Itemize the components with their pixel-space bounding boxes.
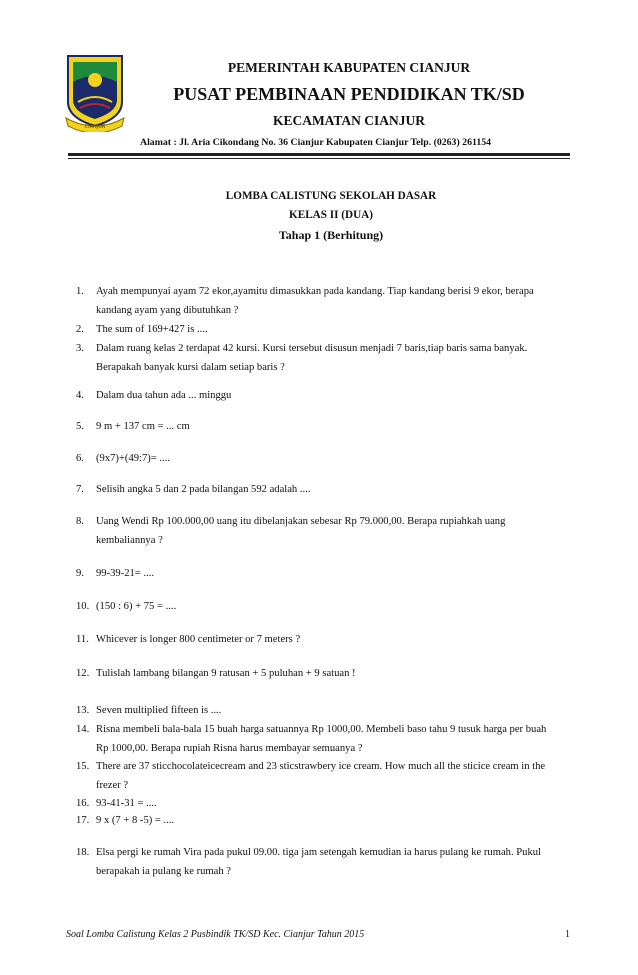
question-item [76, 630, 556, 649]
question-text: (150 : 6) + 75 = .... [96, 601, 177, 612]
question-text: The sum of 169+427 is .... [96, 324, 208, 335]
header-divider-thin [68, 158, 570, 159]
question-item [76, 564, 556, 583]
question-number: 8. [76, 516, 84, 527]
question-text: Selisih angka 5 dan 2 pada bilangan 592 adalah .... [96, 484, 311, 495]
question-text: Elsa pergi ke rumah Vira pada pukul 09.00. tiga jam setengah kemudian ia harus pulang ke rumah. Pukul berapakah ia pulang ke rumah ? [96, 847, 541, 877]
question-number: 18. [76, 847, 90, 858]
question-text: 99-39-21= .... [96, 568, 155, 579]
question-item [76, 811, 556, 830]
question-number: 12. [76, 668, 90, 679]
question-number: 3. [76, 343, 84, 354]
question-item [76, 449, 556, 468]
competition-title: LOMBA CALISTUNG SEKOLAH DASAR [225, 190, 437, 202]
question-number: 4. [76, 390, 84, 401]
question-item [76, 843, 556, 881]
question-item [76, 417, 556, 436]
question-text: Dalam ruang kelas 2 terdapat 42 kursi. Kursi tersebut disusun menjadi 7 baris,tiap baris sama banyak. Berapakah banyak kursi dalam setiap baris ? [96, 343, 528, 373]
question-text: 9 m + 137 cm = ... cm [96, 421, 190, 432]
question-text: Risna membeli bala-bala 15 buah harga satuannya Rp 1000,00. Membeli baso tahu 9 tusuk harga per buah Rp 1000,00. Berapa rupiah Risna harus membayar semuanya ? [96, 724, 547, 754]
question-text: (9x7)+(49:7)= .... [96, 453, 171, 464]
question-text: 9 x (7 + 8 -5) = .... [96, 815, 175, 826]
question-number: 9. [76, 568, 84, 579]
institution-name: PUSAT PEMBINAAN PENDIDIKAN TK/SD [173, 84, 525, 104]
question-number: 17. [76, 815, 90, 826]
question-number: 14. [76, 724, 90, 735]
page-footer [66, 929, 570, 940]
question-text: Dalam dua tahun ada ... minggu [96, 390, 232, 401]
address-line: Alamat : Jl. Aria Cikondang No. 36 Cianjur Kabupaten Cianjur Telp. (0263) 261154 [140, 137, 492, 148]
question-item [76, 339, 556, 377]
question-item [76, 320, 556, 339]
question-item [76, 701, 556, 720]
question-item [76, 597, 556, 616]
question-number: 6. [76, 453, 84, 464]
question-item [76, 757, 556, 795]
question-number: 13. [76, 705, 90, 716]
question-item [76, 386, 556, 405]
question-number: 15. [76, 761, 90, 772]
question-item [76, 480, 556, 499]
question-number: 7. [76, 484, 84, 495]
question-number: 1. [76, 286, 84, 297]
district-name: KECAMATAN CIANJUR [272, 113, 426, 128]
question-item [76, 664, 556, 683]
question-item [76, 512, 556, 550]
question-number: 11. [76, 634, 89, 645]
government-name: PEMERINTAH KABUPATEN CIANJUR [227, 60, 471, 75]
stage-title: Tahap 1 (Berhitung) [278, 228, 384, 242]
page-number: 1 [565, 929, 570, 940]
question-text: Whicever is longer 800 centimeter or 7 meters ? [96, 634, 301, 645]
logo-ribbon-text: CIANJUR [84, 124, 106, 130]
question-text: There are 37 sticchocolateicecream and 23 sticstrawbery ice cream. How much all the sticice cream in the frezer ? [96, 761, 546, 791]
question-text: Tulislah lambang bilangan 9 ratusan + 5 puluhan + 9 satuan ! [96, 668, 356, 679]
question-item [76, 720, 556, 758]
class-title: KELAS II (DUA) [289, 209, 373, 221]
footer-text: Soal Lomba Calistung Kelas 2 Pusbindik TK/SD Kec. Cianjur Tahun 2015 [66, 929, 365, 940]
question-text: 93-41-31 = .... [96, 798, 157, 809]
question-number: 5. [76, 421, 84, 432]
question-number: 16. [76, 798, 90, 809]
header-divider-thick [68, 153, 570, 156]
question-number: 10. [76, 601, 90, 612]
question-text: Uang Wendi Rp 100.000,00 uang itu dibelanjakan sebesar Rp 79.000,00. Berapa rupiahkah uang kembaliannya ? [96, 516, 506, 546]
question-number: 2. [76, 324, 84, 335]
question-text: Ayah mempunyai ayam 72 ekor,ayamitu dimasukkan pada kandang. Tiap kandang berisi 9 ekor, berapa kandang ayam yang dibutuhkan ? [96, 286, 534, 316]
question-item [76, 282, 556, 320]
question-text: Seven multiplied fifteen is .... [96, 705, 222, 716]
